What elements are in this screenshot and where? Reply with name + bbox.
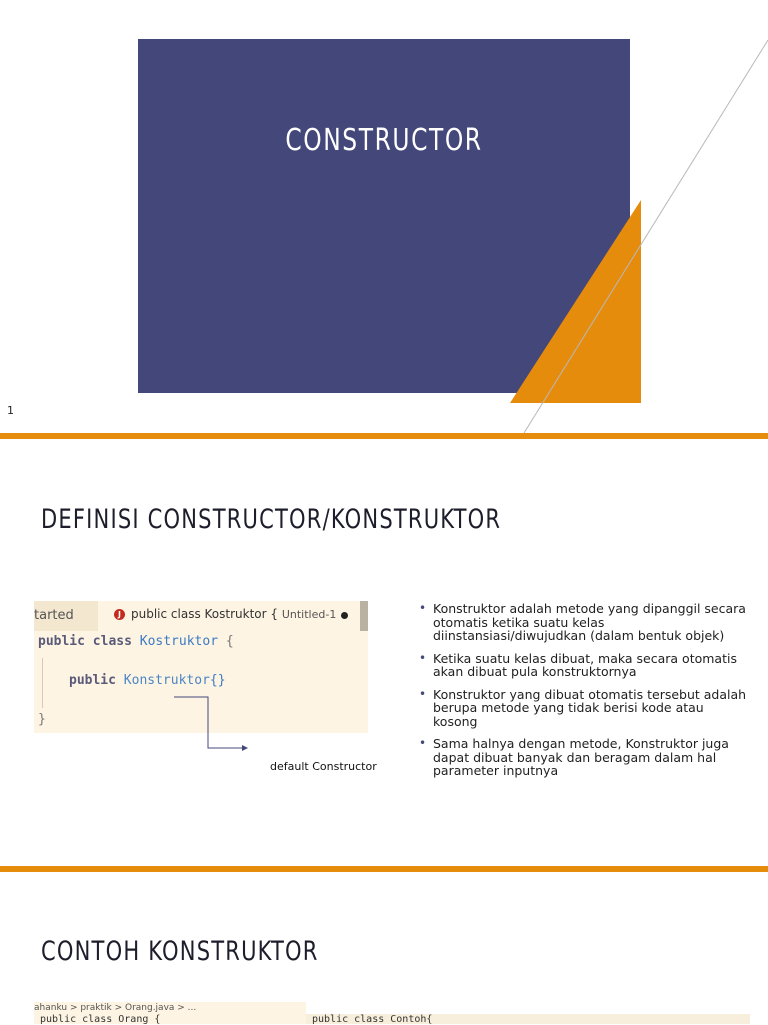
code-class-name: Kostruktor [139, 634, 219, 649]
code-brace: { [225, 634, 234, 649]
slide-title [0, 0, 768, 433]
slide3-heading: CONTOH KONSTRUKTOR [41, 936, 319, 967]
code-line-1 [38, 634, 234, 649]
editor-tab-inactive[interactable]: tarted [34, 608, 74, 623]
code-line-3 [38, 712, 46, 727]
arrow-caption: default Constructor [270, 760, 377, 773]
slide2-heading: DEFINISI CONSTRUCTOR/KONSTRUKTOR [41, 504, 502, 535]
slide-number: 1 [7, 404, 14, 417]
code-keyword: public class [38, 634, 132, 649]
diagonal-line [524, 40, 768, 433]
bullet-item: • Konstruktor yang dibuat otomatis tersebut adalah berupa metode yang tidak berisi kode atau kosong [419, 688, 749, 729]
code-brace: } [38, 712, 46, 727]
slide-divider [0, 433, 768, 439]
bullet-item: • Sama halnya dengan metode, Konstruktor juga dapat dibuat banyak dan beragam dalam hal parameter inputnya [419, 737, 749, 778]
code-line: public class Contoh{ [312, 1014, 433, 1025]
code-line: public class Orang { [40, 1014, 161, 1025]
editor-tab-title [131, 607, 336, 621]
indent-guide [42, 658, 43, 708]
tab-title-text: public class Kostruktor { [131, 607, 279, 621]
tab-scrollbar[interactable] [360, 601, 368, 631]
decorative-shapes [0, 0, 768, 433]
orange-triangle [510, 200, 641, 403]
slide-divider [0, 866, 768, 872]
code-braces: {} [209, 673, 226, 688]
code-constructor-name: Konstruktor [123, 673, 210, 688]
unsaved-dot-icon[interactable] [341, 612, 348, 619]
slide-title-text: CONSTRUCTOR [285, 123, 483, 158]
code-keyword: public [69, 673, 116, 688]
editor-breadcrumb[interactable]: ahanku > praktik > Orang.java > ... [34, 1003, 197, 1013]
bullet-item: • Konstruktor adalah metode yang dipanggil secara otomatis ketika suatu kelas diinstansiasi/diwujudkan (dalam bentuk objek) [419, 602, 749, 643]
code-line-2 [69, 673, 226, 688]
annotation-arrow [170, 694, 250, 754]
bullet-item: • Ketika suatu kelas dibuat, maka secara otomatis akan dibuat pula konstruktornya [419, 652, 749, 679]
definition-bullet-list [419, 602, 749, 787]
java-file-icon: J [114, 609, 125, 620]
tab-untitled-label: Untitled-1 [281, 608, 337, 621]
